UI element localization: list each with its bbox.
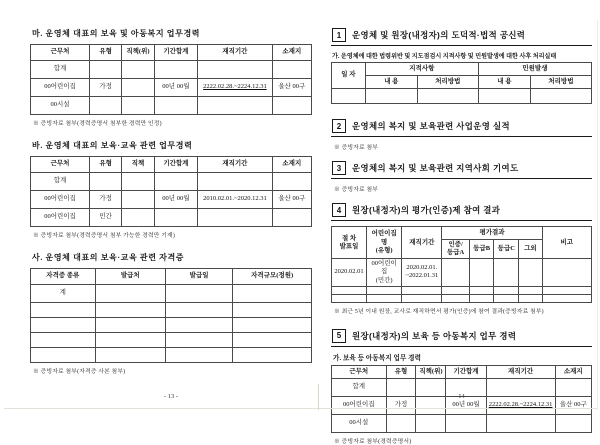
subsection-title: 가. 보육 등 아동복지 업무 경력 [333, 354, 422, 362]
section-title-sa: 사. 운영체 대표의 보육·교육 관련 자격증 [32, 253, 185, 262]
table-header-cell: 재직기간 [198, 45, 272, 61]
section-3-heading [331, 161, 592, 179]
table-header-cell: 재직기간 [198, 157, 272, 173]
table-cell [469, 294, 494, 302]
table-cell [31, 333, 96, 348]
table-cell [416, 414, 446, 432]
table-header-cell: 소재지 [555, 365, 591, 378]
section-title: 원장(내정자)의 보육 등 아동복지 업무 경력 [352, 330, 517, 341]
page-crease [318, 384, 319, 410]
table-header-cell [367, 227, 402, 259]
table-header-cell: 근무처 [31, 45, 90, 61]
table-cell [122, 209, 154, 227]
table-cell [31, 303, 96, 318]
table-cell [198, 173, 272, 191]
table-cell [198, 97, 272, 115]
table-row [31, 318, 312, 333]
spacer [30, 239, 312, 252]
table-cell: 00시설 [31, 97, 90, 115]
header-line: 인증/ [448, 241, 463, 248]
table-cell [365, 89, 417, 104]
table-cell [154, 209, 198, 227]
section-2-heading [331, 119, 592, 137]
table-header-cell: 자격규모(정원) [233, 269, 312, 285]
table-cell [367, 286, 402, 294]
table-cell: 가정 [386, 396, 416, 414]
header-line: 절 차 [341, 234, 357, 242]
header-line: 어린이집명 [371, 230, 397, 246]
table-row [31, 333, 312, 348]
header-line: (유형) [375, 246, 393, 254]
table-cell [122, 61, 154, 79]
cell-line: (민간) [375, 276, 393, 284]
table-cell [165, 333, 232, 348]
table-cell [90, 61, 122, 79]
table-cell: 00어린이집 [31, 191, 90, 209]
table-row [31, 209, 312, 227]
spacer [30, 127, 312, 140]
table-cell [165, 318, 232, 333]
table-cell [530, 89, 591, 104]
table-cell [402, 286, 442, 294]
table-cell [122, 191, 154, 209]
table-cell: 가정 [90, 79, 122, 97]
table-cell: 계 [31, 285, 96, 303]
table-note: ※ 증빙자료 첨부(경력증명서) [334, 438, 412, 445]
table-cell [198, 61, 272, 79]
table-header-row [332, 63, 592, 76]
header-line: 등급A [447, 249, 465, 257]
table-header-cell: 평가결과 [442, 227, 542, 240]
section-title: 운영체의 복지 및 보육관련 지역사회 기여도 [352, 163, 519, 173]
table-cell: 민간 [90, 209, 122, 227]
section-number-box: 3 [332, 161, 346, 175]
tenure-period: 2222.02.28.~2224.12.31 [488, 401, 553, 409]
table-cell: 울산 00구 [272, 79, 311, 97]
table-cell [272, 97, 311, 115]
table-cell [386, 414, 416, 432]
table-header-cell: 유형 [90, 157, 122, 173]
table-header-cell: 유형 [90, 45, 122, 61]
spacer [331, 151, 592, 161]
table-cell [90, 173, 122, 191]
table-cell [478, 89, 530, 104]
table-cell [542, 259, 591, 286]
table-row [332, 294, 592, 302]
certificates-table [30, 268, 312, 363]
table-header-cell: 그외 [519, 240, 542, 259]
table-cell: 합계 [31, 173, 90, 191]
table-header-cell: 유형 [386, 365, 416, 378]
career-education-table [30, 156, 312, 227]
table-note: ※ 증빙자료 첨부(경력증명서 첨부한 경력만 인정) [33, 121, 162, 127]
table-header-cell: 자격증 종류 [31, 269, 96, 285]
career-childwelfare-table [30, 44, 312, 115]
evaluation-result-table [331, 226, 592, 303]
table-row [31, 61, 312, 79]
table-cell [442, 294, 469, 302]
table-cell [95, 318, 165, 333]
table-cell: 00어린이집 [332, 396, 387, 414]
table-header-row [332, 365, 592, 378]
table-header-cell: 기간합계 [154, 45, 198, 61]
section-title: 운영체 및 원장(내정자)의 도덕적·법적 공신력 [352, 30, 526, 40]
table-note: ※ 증빙자료 첨부(경력증명서 첨부 가능한 경력만 기재) [33, 233, 175, 239]
table-row [31, 79, 312, 97]
table-row [31, 191, 312, 209]
table-cell: 00년 00월 [154, 79, 198, 97]
section-title-ba: 바. 운영체 대표의 보육·교육 관련 업무경력 [32, 141, 193, 150]
table-cell [332, 286, 367, 294]
table-header-cell: 민원발생 [478, 63, 591, 76]
table-cell [122, 97, 154, 115]
table-header-row [332, 76, 592, 89]
table-cell [233, 348, 312, 363]
table-header-cell: 지적사항 [365, 63, 478, 76]
table-header-cell: 근무처 [31, 157, 90, 173]
table-header-cell: 직책(위) [122, 45, 154, 61]
cell-line: ~2022.01.31 [405, 272, 439, 280]
table-cell: 울산 00구 [272, 191, 311, 209]
table-cell: 가정 [90, 191, 122, 209]
table-header-cell: 직책(위) [416, 365, 446, 378]
subsection-title: 가. 운영체에 대한 법령위반 및 지도점검시 지적사항 및 민원발생에 대한 사후 처리실태 [332, 54, 557, 60]
table-cell [519, 259, 542, 286]
table-cell [122, 79, 154, 97]
table-note: ※ 증빙자료 첨부(자격증 사본 첨부) [33, 369, 126, 375]
table-header-cell: 소재지 [272, 45, 311, 61]
table-cell [332, 89, 366, 104]
table-cell [494, 294, 519, 302]
table-row [332, 414, 592, 432]
table-cell [272, 209, 311, 227]
table-cell [95, 348, 165, 363]
table-header-cell: 재직기간 [402, 227, 442, 259]
table-cell [402, 259, 442, 286]
table-cell [90, 97, 122, 115]
table-cell [332, 294, 367, 302]
table-header-cell: 처리방법 [530, 76, 591, 89]
header-line: 발표일 [339, 242, 359, 250]
table-cell [542, 294, 591, 302]
table-row [31, 348, 312, 363]
table-cell: 00년 00월 [446, 396, 486, 414]
table-header-row [31, 45, 312, 61]
section-4-heading [331, 203, 592, 221]
section-note: ※ 증빙자료 첨부 [334, 187, 379, 193]
table-row [31, 285, 312, 303]
table-cell [555, 414, 591, 432]
table-header-cell: 일 자 [332, 63, 366, 89]
section-note: ※ 증빙자료 첨부 [334, 145, 379, 151]
table-cell: 합계 [332, 378, 387, 396]
table-cell [469, 259, 494, 286]
table-header-cell: 내 용 [478, 76, 530, 89]
table-header-cell: 비고 [542, 227, 591, 259]
table-cell [486, 414, 555, 432]
table-cell [122, 173, 154, 191]
table-header-cell: 내 용 [365, 76, 417, 89]
table-cell [31, 348, 96, 363]
table-header-cell: 등급B [469, 240, 494, 259]
table-cell [519, 286, 542, 294]
table-cell: 00시설 [332, 414, 387, 432]
table-cell: 2010.02.01.~2020.12.31 [198, 191, 272, 209]
table-header-cell: 발급일 [165, 269, 232, 285]
table-cell [31, 318, 96, 333]
table-cell [165, 348, 232, 363]
table-cell [95, 333, 165, 348]
section-number-box: 4 [332, 203, 346, 217]
table-row [332, 259, 592, 286]
section-number-box: 5 [332, 329, 346, 343]
cell-line: 2020.02.01. [406, 264, 438, 272]
section-title-ma: 마. 운영체 대표의 보육 및 아동복지 업무경력 [32, 29, 201, 38]
page-14 [331, 28, 592, 445]
table-row [31, 173, 312, 191]
table-header-cell: 근무처 [332, 365, 387, 378]
page-13 [30, 28, 312, 375]
table-header-row [31, 157, 312, 173]
table-cell [442, 259, 469, 286]
table-cell [272, 173, 311, 191]
table-cell [198, 79, 272, 97]
table-cell [446, 414, 486, 432]
spacer [331, 104, 592, 119]
table-row [31, 97, 312, 115]
page-number-13: - 13 - [163, 393, 179, 400]
table-cell [402, 294, 442, 302]
violation-complaint-table [331, 62, 592, 104]
table-cell [165, 285, 232, 303]
table-row [31, 303, 312, 318]
section-note: ※ 최근 5년 이내 원장, 교사로 재직하면서 평가(인증)에 참여 결과(증빙자료 첨부) [334, 308, 544, 315]
table-header-row [332, 227, 592, 240]
table-cell: 00년 00월 [154, 191, 198, 209]
table-cell [519, 294, 542, 302]
table-header-row [31, 269, 312, 285]
table-cell [154, 97, 198, 115]
scan-edge-right [597, 20, 598, 410]
table-cell [165, 303, 232, 318]
table-cell [494, 259, 519, 286]
table-cell [233, 318, 312, 333]
table-header-cell: 직책 [122, 157, 154, 173]
table-header-cell: 발급처 [95, 269, 165, 285]
table-cell [494, 286, 519, 294]
section-number-box: 2 [332, 119, 346, 133]
table-cell: 합계 [31, 61, 90, 79]
tenure-period: 2222.02.28.~2224.12.31 [203, 83, 267, 91]
table-header-cell: 재직기간 [486, 365, 555, 378]
table-cell [542, 286, 591, 294]
table-cell: 2020.02.01 [332, 259, 367, 286]
spacer [331, 315, 592, 329]
table-cell [154, 173, 198, 191]
table-header-cell: 소재지 [272, 157, 311, 173]
table-cell [442, 286, 469, 294]
table-cell [367, 294, 402, 302]
table-cell [272, 61, 311, 79]
table-header-cell: 기간합계 [446, 365, 486, 378]
spacer [331, 193, 592, 203]
table-cell: 00어린이집 [31, 209, 90, 227]
table-cell [233, 285, 312, 303]
table-cell [233, 303, 312, 318]
section-title: 원장(내정자)의 평가(인증)제 참여 결과 [352, 205, 501, 215]
table-header-cell [442, 240, 469, 259]
table-header-cell [332, 227, 367, 259]
section-title: 운영체의 복지 및 보육관련 사업운영 실적 [352, 121, 510, 131]
table-row [332, 89, 592, 104]
table-cell [469, 286, 494, 294]
scan-edge-bottom [4, 408, 598, 409]
table-header-cell: 등급C [494, 240, 519, 259]
table-cell [95, 285, 165, 303]
section-1-heading [331, 28, 592, 46]
table-cell [417, 89, 478, 104]
table-cell [154, 61, 198, 79]
table-header-cell: 기간합계 [154, 157, 198, 173]
table-cell [95, 303, 165, 318]
table-header-cell: 처리방법 [417, 76, 478, 89]
table-cell [367, 259, 402, 286]
section-5-heading [331, 329, 592, 347]
table-row [332, 286, 592, 294]
table-cell [233, 333, 312, 348]
page-number-14: - 14 - [454, 393, 469, 400]
cell-line: 00어린이집 [371, 260, 397, 276]
section-number-box: 1 [332, 28, 346, 42]
table-cell [198, 209, 272, 227]
table-cell: 울산 00구 [555, 396, 591, 414]
table-cell: 00어린이집 [31, 79, 90, 97]
